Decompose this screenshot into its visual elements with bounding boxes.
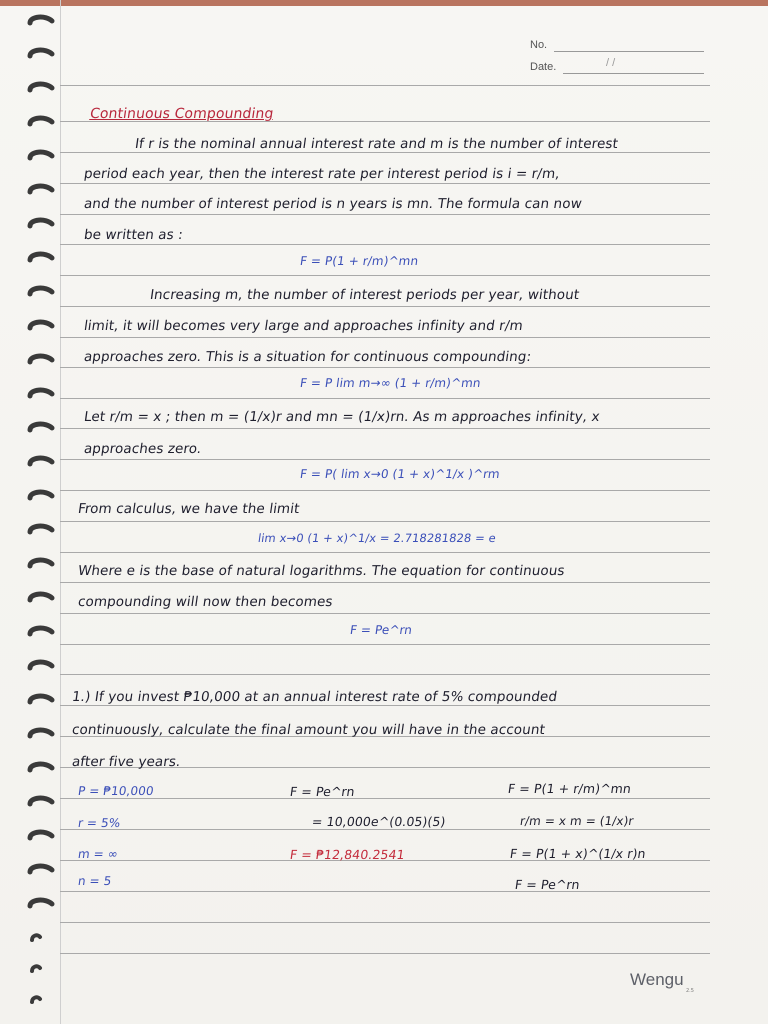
- para5-line2: compounding will now then becomes: [76, 594, 334, 610]
- derivation-line1: F = P(1 + r/m)^mn: [506, 781, 633, 796]
- equation-2: F = P lim m→∞ (1 + r/m)^mn: [299, 376, 482, 390]
- given-years: n = 5: [77, 874, 113, 888]
- ruled-line: [60, 275, 710, 276]
- brand-logo: Wengu: [630, 970, 684, 989]
- given-rate: r = 5%: [77, 816, 122, 830]
- para1-line4: be written as :: [82, 227, 185, 243]
- ruled-line: [60, 183, 710, 184]
- derivation-line3: F = P(1 + x)^(1/x r)n: [508, 846, 647, 861]
- ring-icon: [26, 115, 56, 133]
- ring-icon: [26, 14, 56, 32]
- ruled-line: [60, 85, 710, 86]
- ring-icon: [26, 149, 56, 167]
- ring-icon: [26, 455, 56, 473]
- ring-icon: [26, 795, 56, 813]
- ring-icon: [26, 251, 56, 269]
- ruled-line: [60, 922, 710, 923]
- given-principal: P = ₱10,000: [77, 784, 155, 798]
- ring-icon: [26, 625, 56, 643]
- ring-icon: [26, 81, 56, 99]
- ring-icon: [26, 353, 56, 371]
- equation-1: F = P(1 + r/m)^mn: [299, 254, 420, 268]
- para4: From calculus, we have the limit: [76, 501, 301, 517]
- ruled-line: [60, 337, 710, 338]
- ruled-line: [60, 244, 710, 245]
- para2-line3: approaches zero. This is a situation for continuous compounding:: [82, 349, 533, 365]
- ruled-line: [60, 674, 710, 675]
- para1-line1: If r is the nominal annual interest rate and m is the number of interest: [133, 136, 620, 152]
- derivation-line2: r/m = x m = (1/x)r: [519, 814, 635, 828]
- ring-icon: [26, 962, 56, 980]
- ring-icon: [26, 285, 56, 303]
- ring-icon: [26, 829, 56, 847]
- ring-icon: [26, 523, 56, 541]
- ring-icon: [26, 897, 56, 915]
- equation-3: F = P( lim x→0 (1 + x)^1/x )^rm: [299, 467, 501, 481]
- solution-answer: F = ₱12,840.2541: [288, 847, 406, 862]
- para2-line2: limit, it will becomes very large and approaches infinity and r/m: [82, 318, 524, 334]
- ruled-line: [60, 398, 710, 399]
- ruled-line: [60, 367, 710, 368]
- ruled-line: [60, 459, 710, 460]
- ruled-line: [60, 521, 710, 522]
- margin-line: [60, 0, 61, 1024]
- given-periods: m = ∞: [77, 847, 119, 861]
- ring-icon: [26, 591, 56, 609]
- para1-line2: period each year, then the interest rate per interest period is i = r/m,: [82, 166, 561, 182]
- ring-icon: [26, 217, 56, 235]
- ruled-line: [60, 306, 710, 307]
- date-label: Date.: [530, 61, 557, 73]
- ruled-line: [60, 891, 710, 892]
- ring-icon: [26, 47, 56, 65]
- equation-5: F = Pe^rn: [349, 623, 414, 637]
- solution-formula: F = Pe^rn: [288, 784, 356, 799]
- ruled-line: [60, 552, 710, 553]
- para2-line1: Increasing m, the number of interest periods per year, without: [148, 287, 581, 303]
- ring-icon: [26, 931, 56, 949]
- ring-icon: [26, 557, 56, 575]
- ring-icon: [26, 659, 56, 677]
- ruled-line: [60, 613, 710, 614]
- ring-icon: [26, 761, 56, 779]
- ring-icon: [26, 319, 56, 337]
- problem-line3: after five years.: [70, 754, 182, 770]
- ring-icon: [26, 727, 56, 745]
- ruled-line: [60, 798, 710, 799]
- derivation-line4: F = Pe^rn: [513, 877, 581, 892]
- ring-icon: [26, 421, 56, 439]
- solution-substitution: = 10,000e^(0.05)(5): [310, 814, 447, 829]
- para3-line2: approaches zero.: [82, 441, 203, 457]
- ring-icon: [26, 387, 56, 405]
- no-line: [554, 51, 704, 52]
- ruled-line: [60, 644, 710, 645]
- ring-icon: [26, 183, 56, 201]
- ruled-line: [60, 705, 710, 706]
- ruled-line: [60, 953, 710, 954]
- ruled-line: [60, 214, 710, 215]
- ring-icon: [26, 993, 56, 1011]
- problem-line2: continuously, calculate the final amount you will have in the account: [70, 722, 547, 738]
- ruled-line: [60, 829, 710, 830]
- date-separators: / /: [606, 57, 616, 69]
- page-title: Continuous Compounding: [88, 106, 275, 122]
- ruled-line: [60, 582, 710, 583]
- equation-4: lim x→0 (1 + x)^1/x = 2.718281828 = e: [257, 531, 497, 545]
- ring-icon: [26, 489, 56, 507]
- page-top-edge: [0, 0, 768, 6]
- no-label: No.: [530, 39, 548, 51]
- ring-icon: [26, 693, 56, 711]
- ruled-line: [60, 152, 710, 153]
- para5-line1: Where e is the base of natural logarithms. The equation for continuous: [76, 563, 566, 579]
- ruled-line: [60, 490, 710, 491]
- ring-icon: [26, 863, 56, 881]
- ruled-line: [60, 428, 710, 429]
- brand-sub: 2.5: [686, 988, 694, 994]
- problem-line1: 1.) If you invest ₱10,000 at an annual interest rate of 5% compounded: [70, 689, 559, 705]
- date-line: [563, 73, 704, 74]
- para3-line1: Let r/m = x ; then m = (1/x)r and mn = (1/x)rn. As m approaches infinity, x: [82, 409, 601, 425]
- para1-line3: and the number of interest period is n years is mn. The formula can now: [82, 196, 583, 212]
